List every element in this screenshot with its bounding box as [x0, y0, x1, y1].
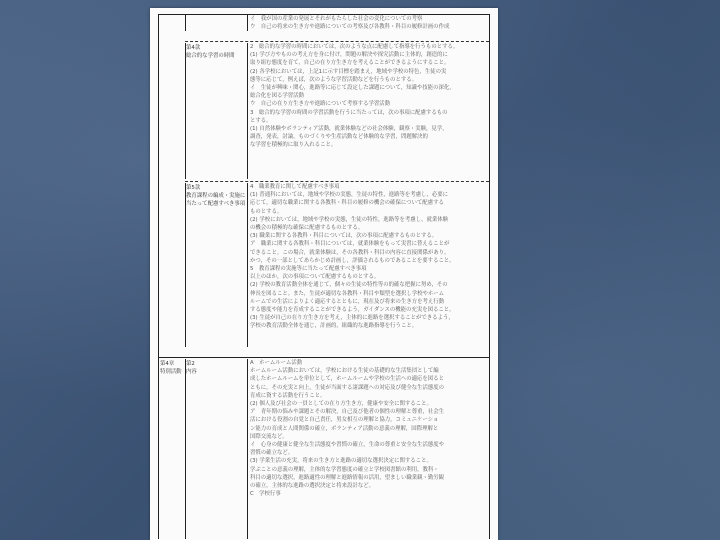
table-row: [159, 359, 489, 539]
section-heading: 第2 内容: [186, 361, 197, 375]
row-divider: [159, 357, 489, 358]
section-heading: 第4款 総合的な学習の時間: [186, 45, 235, 59]
curriculum-table: [158, 14, 490, 539]
row-text: 2 総合的な学習の時間においては，次のような点に配慮して指導を行うものとする。 (1) 学び方やものの考え方を身に付け，問題の解決や探究活動に主体的，創造的に 取り組む態度を育て，自己の在り方生き方を考えることができるようにすること。 (2) 各学校においては，上記1に示す目標を踏まえ，地域や学校の特色，生徒の実 態等に応じて，例えば，次のような学習活動などを行うものとする。 イ 生徒が興味・関心，進路等に応じて設定した課題について，知識や技能の深化， 総合化を図る学習活動 ウ 自己の在り方生き方や進路について考察する学習活動 3 総合的な学習の時間の学習活動を行うに当たっては，次の事項に配慮するもの とする。 (1) 自然体験やボランティア活動，就業体験などの社会体験，観察・実験，見学， 調査，発表，討論，ものづくりや生産活動など体験的な学習，問題解決的 な学習を積極的に取り入れること。: [250, 44, 459, 149]
row-divider: [185, 41, 489, 42]
chapter-heading: 第4章 特別活動: [160, 361, 182, 375]
document-page: [150, 8, 498, 540]
row-text: A ホームルーム活動 ホームルーム活動においては，学校における生徒の基礎的な生活集団として編 成したホームルームを単位として，ホームルームや学校の生活への適応を図ると ともに，その充実と向上，生徒が当面する諸課題への対応及び健全な生活態度の 育成に資する活動を行うこと。 (2) 個人及び社会の一員としての在り方生き方，健康や安全に関すること。 ア 青年期の悩みや課題とその解決，自己及び他者の個性の理解と尊重，社会生 活における役割の自覚と自己責任，男女相互の理解と協力，コミュニケーショ ン能力の育成と人間関係の確立，ボランティア活動の意義の理解，国際理解と 国際交流など。 イ 心身の健康と健全な生活態度や習慣の確立，生命の尊重と安全な生活態度や 習慣の確立など。 (3) 学業生活の充実，将来の生き方と進路の適切な選択決定に関すること。 学ぶことの意義の理解，主体的な学習態度の確立と学校図書館の利用，教科・ 科目の適切な選択，進路適性の理解と進路情報の活用，望ましい職業観・勤労観 の確立，主体的な進路の選択決定と将来設計など。 C 学校行事: [250, 360, 445, 498]
row-text: 4 職業教育に関して配慮すべき事項 (1) 普通科においては，地域や学校の実態，生徒の特性，進路等を考慮し，必要に 応じて，適切な職業に関する各教科・科目の履修の機会の確保について配慮する ものとする。 (2) 学校においては，地域や学校の実態，生徒の特性，進路等を考慮し，就業体験 の機会の積極的な確保に配慮するものとする。 (3) 職業に関する各教科・科目については，次の事項に配慮するものとする。 ア 職業に関する各教科・科目については，就業体験をもって実習に替えることが できること。この場合，就業体験は，その各教科・科目の内容に直接関係があり， かつ，その一部としてあらかじめ計画し，評価されるものであることを要すること。 5 教育課程の実施等に当たって配慮すべき事項 以上のほか，次の事項について配慮するものとする。 (2) 学校の教育活動全体を通じて，個々の生徒の特性等の的確な把握に努め，その 伸長を図ること。また，生徒が適切な各教科・科目や類型を選択し学校やホーム ルームでの生活によりよく適応するとともに，現在及び将来の生き方を考え行動 する態度や能力を育成することができるよう，ガイダンスの機能の充実を図ること。 (3) 生徒が自己の在り方生き方を考え，主体的に進路を選択することができるよう， 学校の教育活動全体を通じ，計画的，組織的な進路指導を行うこと。: [250, 184, 455, 330]
row-text: イ 我が国の産業の発展とそれがもたらした社会の変化についての考察 ウ 自己の将来の生き方や進路についての考察及び各教科・科目の履修計画の作成: [250, 16, 450, 31]
section-heading: 第5款 教育課程の編成・実施に当たって配慮すべき事項: [186, 185, 246, 207]
table-row: [159, 183, 489, 347]
table-row: [159, 15, 489, 31]
row-divider: [185, 181, 489, 182]
table-row: [159, 43, 489, 179]
